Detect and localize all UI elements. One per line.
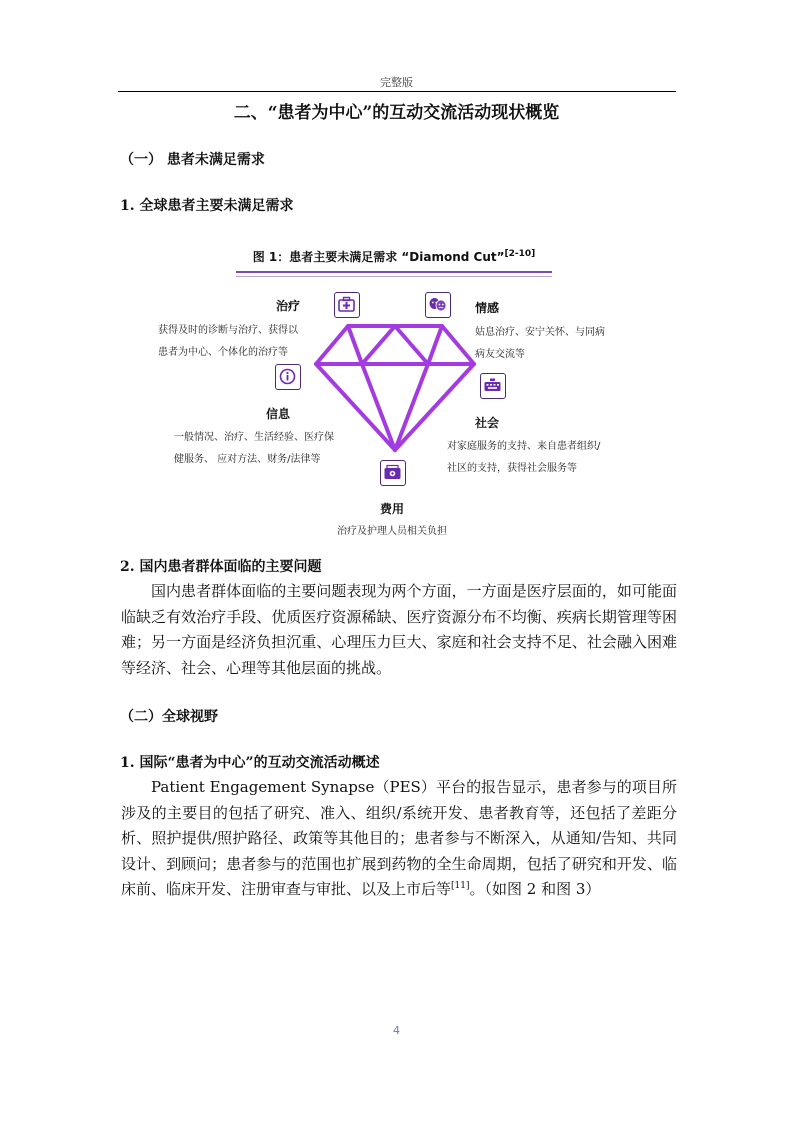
item-2-body xyxy=(121,579,677,681)
section-title: 二、“患者为中心”的互动交流活动现状概览 xyxy=(233,103,560,123)
item-1-title: 1. 全球患者主要未满足需求 xyxy=(120,198,294,214)
item-2-title: 2. 国内患者群体面临的主要问题 xyxy=(120,559,322,575)
figure-rule-bottom xyxy=(236,276,552,277)
node-emotion-desc xyxy=(475,322,605,366)
node-social-desc-line: 对家庭服务的支持、来自患者组织/ xyxy=(447,441,601,452)
item-3-body xyxy=(121,775,677,903)
node-treatment-desc-line: 获得及时的诊断与治疗、获得以 xyxy=(158,325,298,336)
node-information-label: 信息 xyxy=(266,407,291,421)
node-information-desc-line: 一般情况、治疗、生活经验、医疗保 xyxy=(174,432,334,443)
item-3-text: Patient Engagement Synapse（PES）平台的报告显示，患者参与的项目所涉及的主要目的包括了研究、准入、组织/系统开发、患者教育等，还包括了差距分析、照护提供/照护路径、政策等其他目的；患者参与不断深入，从通知/告知、共同设计、到顾问；患者参与的范围也扩展到药物的全生命周期，包括了研究和开发、临床前、临床开发、注册审查与审批、以及上市后等 xyxy=(121,778,677,899)
node-treatment-label: 治疗 xyxy=(276,299,301,313)
figure-rule-top xyxy=(236,271,552,273)
keyboard-icon xyxy=(480,373,506,399)
wallet-icon xyxy=(380,460,406,486)
subsection-1-title: （一） 患者未满足需求 xyxy=(120,152,265,168)
node-information-desc xyxy=(174,427,334,471)
node-emotion-desc-line: 病友交流等 xyxy=(475,349,525,360)
header-rule xyxy=(118,91,676,92)
node-cost-desc-line: 治疗及护理人员相关负担 xyxy=(337,526,447,537)
item-3-text-tail: 。（如图 2 和图 3） xyxy=(469,880,601,899)
theater-masks-icon xyxy=(425,292,451,318)
figure-title-text: 图 1：患者主要未满足需求 “Diamond Cut” xyxy=(252,250,505,264)
header-label: 完整版 xyxy=(380,76,413,89)
figure-title xyxy=(234,248,554,265)
node-emotion-desc-line: 姑息治疗、安宁关怀、与同病 xyxy=(475,327,605,338)
item-3-title: 1. 国际“患者为中心”的互动交流活动概述 xyxy=(120,755,380,771)
node-emotion-label: 情感 xyxy=(475,301,500,315)
page-number: 4 xyxy=(393,1024,400,1037)
node-cost-label: 费用 xyxy=(380,502,405,516)
node-treatment-desc-line: 患者为中心、个体化的治疗等 xyxy=(158,347,288,358)
node-social-label: 社会 xyxy=(475,416,500,430)
item-3-ref: [11] xyxy=(451,881,470,892)
first-aid-kit-icon xyxy=(334,292,360,318)
figure-ref: [2-10] xyxy=(504,249,536,259)
node-cost-desc xyxy=(337,521,447,543)
item-2-paragraph: 国内患者群体面临的主要问题表现为两个方面，一方面是医疗层面的，如可能面临缺乏有效治疗手段、优质医疗资源稀缺、医疗资源分布不均衡、疾病长期管理等困难；另一方面是经济负担沉重、心理压力巨大、家庭和社会支持不足、社会融入困难等经济、社会、心理等其他层面的挑战。 xyxy=(121,582,677,677)
node-information-desc-line: 健服务、 应对方法、财务/法律等 xyxy=(174,454,321,465)
node-social-desc xyxy=(447,436,600,480)
subsection-2-title: （二）全球视野 xyxy=(120,709,218,725)
info-icon xyxy=(275,364,301,390)
node-treatment-desc xyxy=(158,320,298,364)
item-3-paragraph xyxy=(121,775,677,903)
node-social-desc-line: 社区的支持，获得社会服务等 xyxy=(447,463,577,474)
